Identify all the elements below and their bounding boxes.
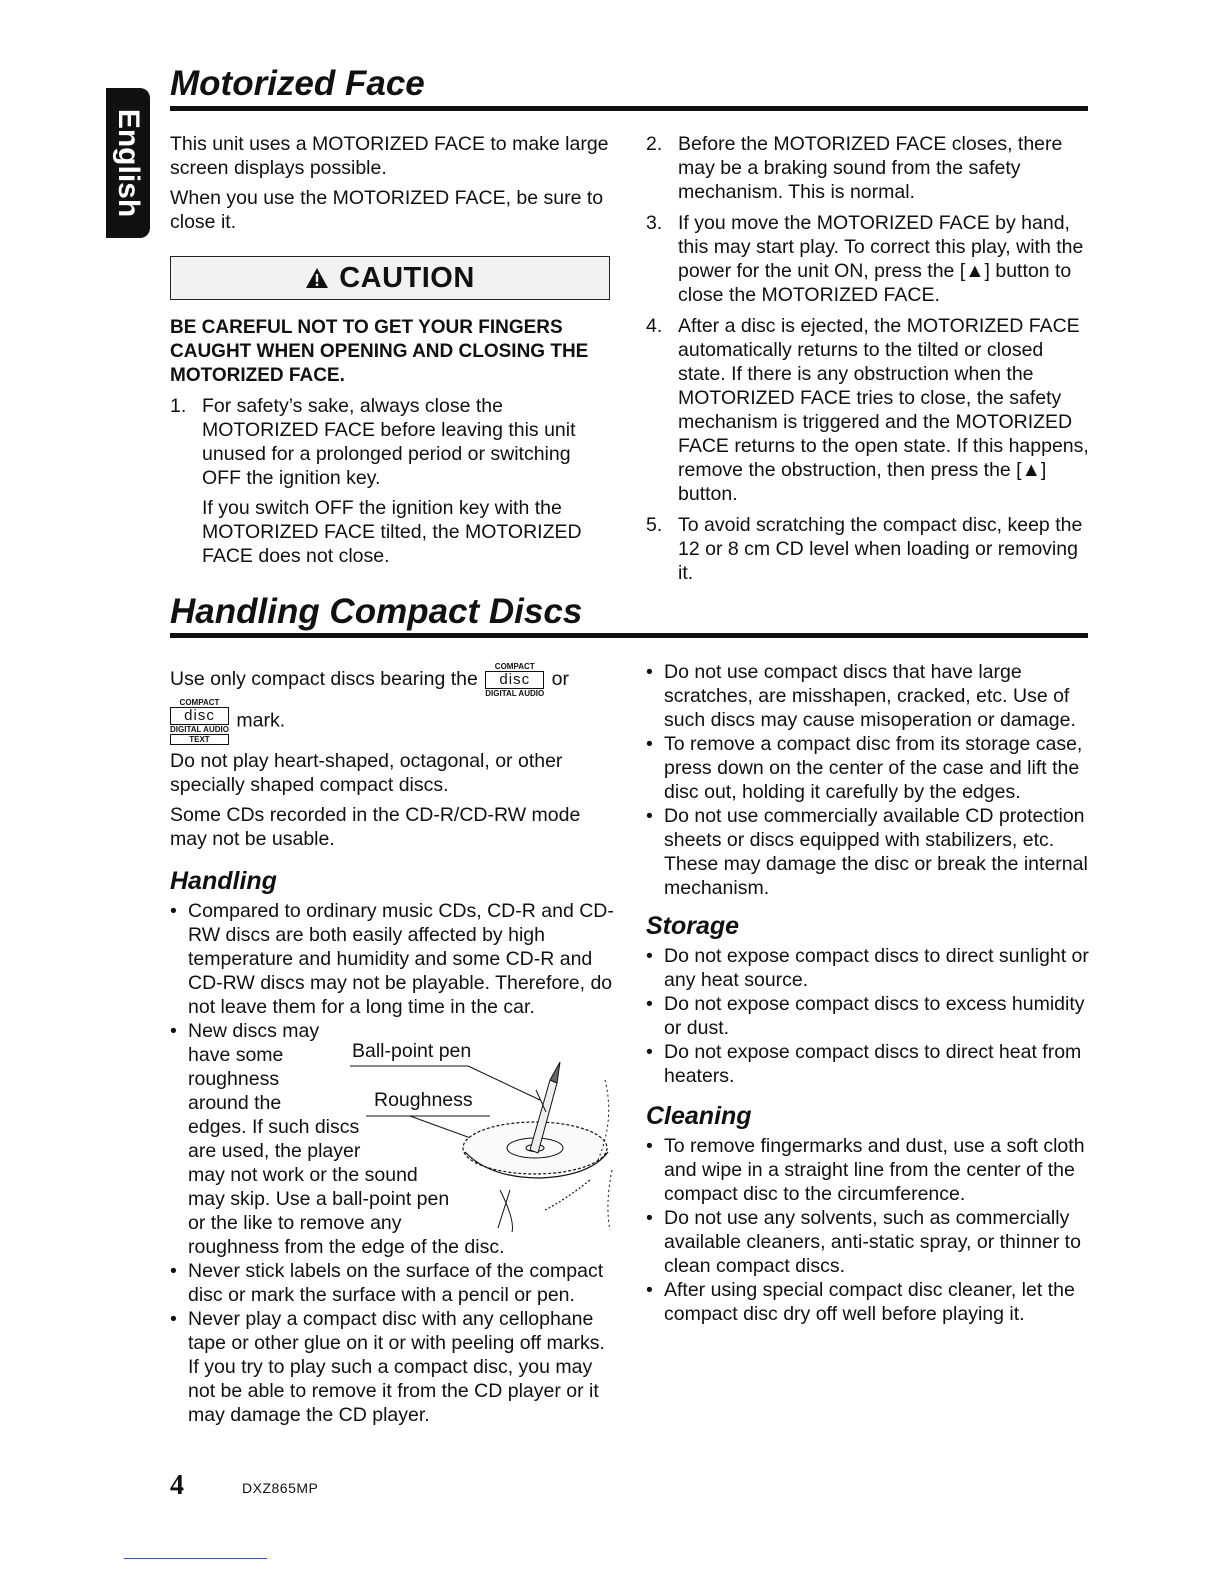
list-text: To avoid scratching the compact disc, keep the 12 or 8 cm CD level when loading or removing it.: [678, 514, 1083, 584]
list-item: • To remove a compact disc from its storage case, press down on the center of the case and lift the disc out, holding it carefully by the edges.: [646, 732, 1092, 804]
list-item: [646, 132, 1092, 204]
list-item: • Never stick labels on the surface of the compact disc or mark the surface with a pencil or pen.: [170, 1259, 615, 1307]
use-only-text: Use only compact discs bearing the: [170, 668, 478, 691]
list-item: [170, 394, 610, 568]
motorized-list-left: [170, 394, 610, 568]
logo-main: disc: [485, 671, 544, 689]
title-rule: [170, 633, 1088, 638]
section-title-motorized-face: Motorized Face: [170, 64, 425, 103]
bullet-line: around the: [188, 1092, 282, 1114]
disc-care-list: [646, 660, 1092, 900]
list-text: For safety’s sake, always close the MOTORIZED FACE before leaving this unit unused for a prolonged period or switching OFF the ignition key.: [202, 395, 576, 489]
list-text: Before the MOTORIZED FACE closes, there may be a braking sound from the safety mechanism. This is normal.: [678, 133, 1063, 203]
page-number: 4: [170, 1470, 184, 1501]
list-item: [646, 211, 1092, 307]
logo-bottom: DIGITAL AUDIO: [485, 689, 545, 698]
caution-content: [170, 316, 610, 575]
paragraph: Some CDs recorded in the CD-R/CD-RW mode may not be usable.: [170, 804, 581, 850]
list-item: • After using special compact disc cleaner, let the compact disc dry off well before playing it.: [646, 1278, 1092, 1326]
bullet-line: are used, the player: [188, 1140, 361, 1162]
list-item: • Do not expose compact discs to direct heat from heaters.: [646, 1040, 1092, 1088]
list-item: • Compared to ordinary music CDs, CD-R and CD-RW discs are both easily affected by high temperature and humidity and some CD-R and CD-RW discs may not be playable. Therefore, do not leave them for a long time in the car.: [170, 899, 615, 1019]
bullet-line: may not work or the sound: [188, 1164, 418, 1186]
logo-top: COMPACT: [494, 662, 535, 671]
figure-label-roughness: Roughness: [374, 1089, 473, 1111]
list-number: 3.: [646, 212, 663, 234]
compact-disc-text-logo: [170, 698, 229, 745]
section-title-handling-discs: Handling Compact Discs: [170, 592, 583, 631]
use-only-or: or: [551, 668, 569, 691]
list-item: • Do not expose compact discs to excess humidity or dust.: [646, 992, 1092, 1040]
storage-list: [646, 944, 1092, 1088]
list-text-extra: If you switch OFF the ignition key with the MOTORIZED FACE tilted, the MOTORIZED FACE does not close.: [202, 497, 582, 567]
title-rule: [170, 106, 1088, 111]
use-only-paragraph: [170, 662, 615, 745]
language-tab: [106, 88, 150, 238]
language-label: English: [112, 108, 145, 218]
subsection-title-cleaning: Cleaning: [646, 1102, 752, 1130]
list-item: [646, 314, 1092, 506]
list-text: If you move the MOTORIZED FACE by hand, this may start play. To correct this play, with the power for the unit ON, press the [▲] button to close the MOTORIZED FACE.: [678, 212, 1084, 306]
list-item: • Do not use any solvents, such as commercially available cleaners, anti-static spray, or thinner to clean compact discs.: [646, 1206, 1092, 1278]
motorized-face-left-column: [170, 132, 610, 240]
model-number: DXZ865MP: [242, 1480, 319, 1496]
compact-disc-digital-audio-logo: [485, 662, 544, 698]
figure-label-ballpoint-pen: Ball-point pen: [352, 1040, 472, 1062]
logo-top: COMPACT: [179, 698, 220, 707]
logo-sub: TEXT: [170, 734, 229, 745]
bullet-line: have some: [188, 1044, 284, 1066]
caution-box: [170, 256, 610, 300]
list-number: 5.: [646, 514, 663, 536]
logo-main: disc: [170, 707, 229, 725]
list-item: [646, 513, 1092, 585]
subsection-title-storage: Storage: [646, 912, 740, 940]
bullet-line: or the like to remove any: [188, 1212, 402, 1234]
list-number: 1.: [170, 395, 187, 417]
motorized-face-right-column: [646, 132, 1092, 592]
bullet-line: roughness from the edge of the disc.: [188, 1236, 505, 1258]
list-number: 2.: [646, 133, 663, 155]
handling-right-column: [646, 660, 1092, 1326]
disc-edge-illustration: [350, 1060, 620, 1240]
warning-icon: [305, 267, 329, 289]
bullet-line: edges. If such discs: [188, 1116, 360, 1138]
list-item: • Do not use commercially available CD protection sheets or discs equipped with stabilizers, etc. These may damage the disc or break the internal mechanism.: [646, 804, 1092, 900]
list-number: 4.: [646, 315, 663, 337]
logo-bottom: DIGITAL AUDIO: [170, 725, 229, 734]
caution-warning: BE CAREFUL NOT TO GET YOUR FINGERS CAUGHT WHEN OPENING AND CLOSING THE MOTORIZED FACE.: [170, 317, 589, 386]
bottom-rule: [124, 1558, 267, 1559]
list-text: After a disc is ejected, the MOTORIZED FACE automatically returns to the tilted or closed state. If there is any obstruction when the MOTORIZED FACE tries to close, the safety mechanism is triggered and the MOTORIZED FACE returns to the open state. If this happens, remove the obstruction, then press the [▲] button.: [678, 315, 1089, 505]
motorized-list-right: [646, 132, 1092, 585]
caution-label: CAUTION: [339, 261, 475, 294]
list-item: • Do not expose compact discs to direct sunlight or any heat source.: [646, 944, 1092, 992]
bullet-line: roughness: [188, 1068, 280, 1090]
paragraph: Do not play heart-shaped, octagonal, or other specially shaped compact discs.: [170, 750, 563, 796]
bullet-line: may skip. Use a ball-point pen: [188, 1188, 450, 1210]
use-only-mark: mark.: [236, 709, 286, 732]
list-item: • To remove fingermarks and dust, use a soft cloth and wipe in a straight line from the center of the compact disc to the circumference.: [646, 1134, 1092, 1206]
intro-paragraph: This unit uses a MOTORIZED FACE to make large screen displays possible.: [170, 133, 609, 179]
subsection-title-handling: Handling: [170, 867, 277, 895]
list-item: • Never play a compact disc with any cellophane tape or other glue on it or with peeling off marks. If you try to play such a compact disc, you may not be able to remove it from the CD player or it may damage the CD player.: [170, 1307, 615, 1427]
list-item: • Do not use compact discs that have large scratches, are misshapen, cracked, etc. Use of such discs may cause misoperation or damage.: [646, 660, 1092, 732]
cleaning-list: [646, 1134, 1092, 1326]
intro-paragraph: When you use the MOTORIZED FACE, be sure to close it.: [170, 187, 604, 233]
bullet-line: • New discs may: [188, 1020, 320, 1042]
